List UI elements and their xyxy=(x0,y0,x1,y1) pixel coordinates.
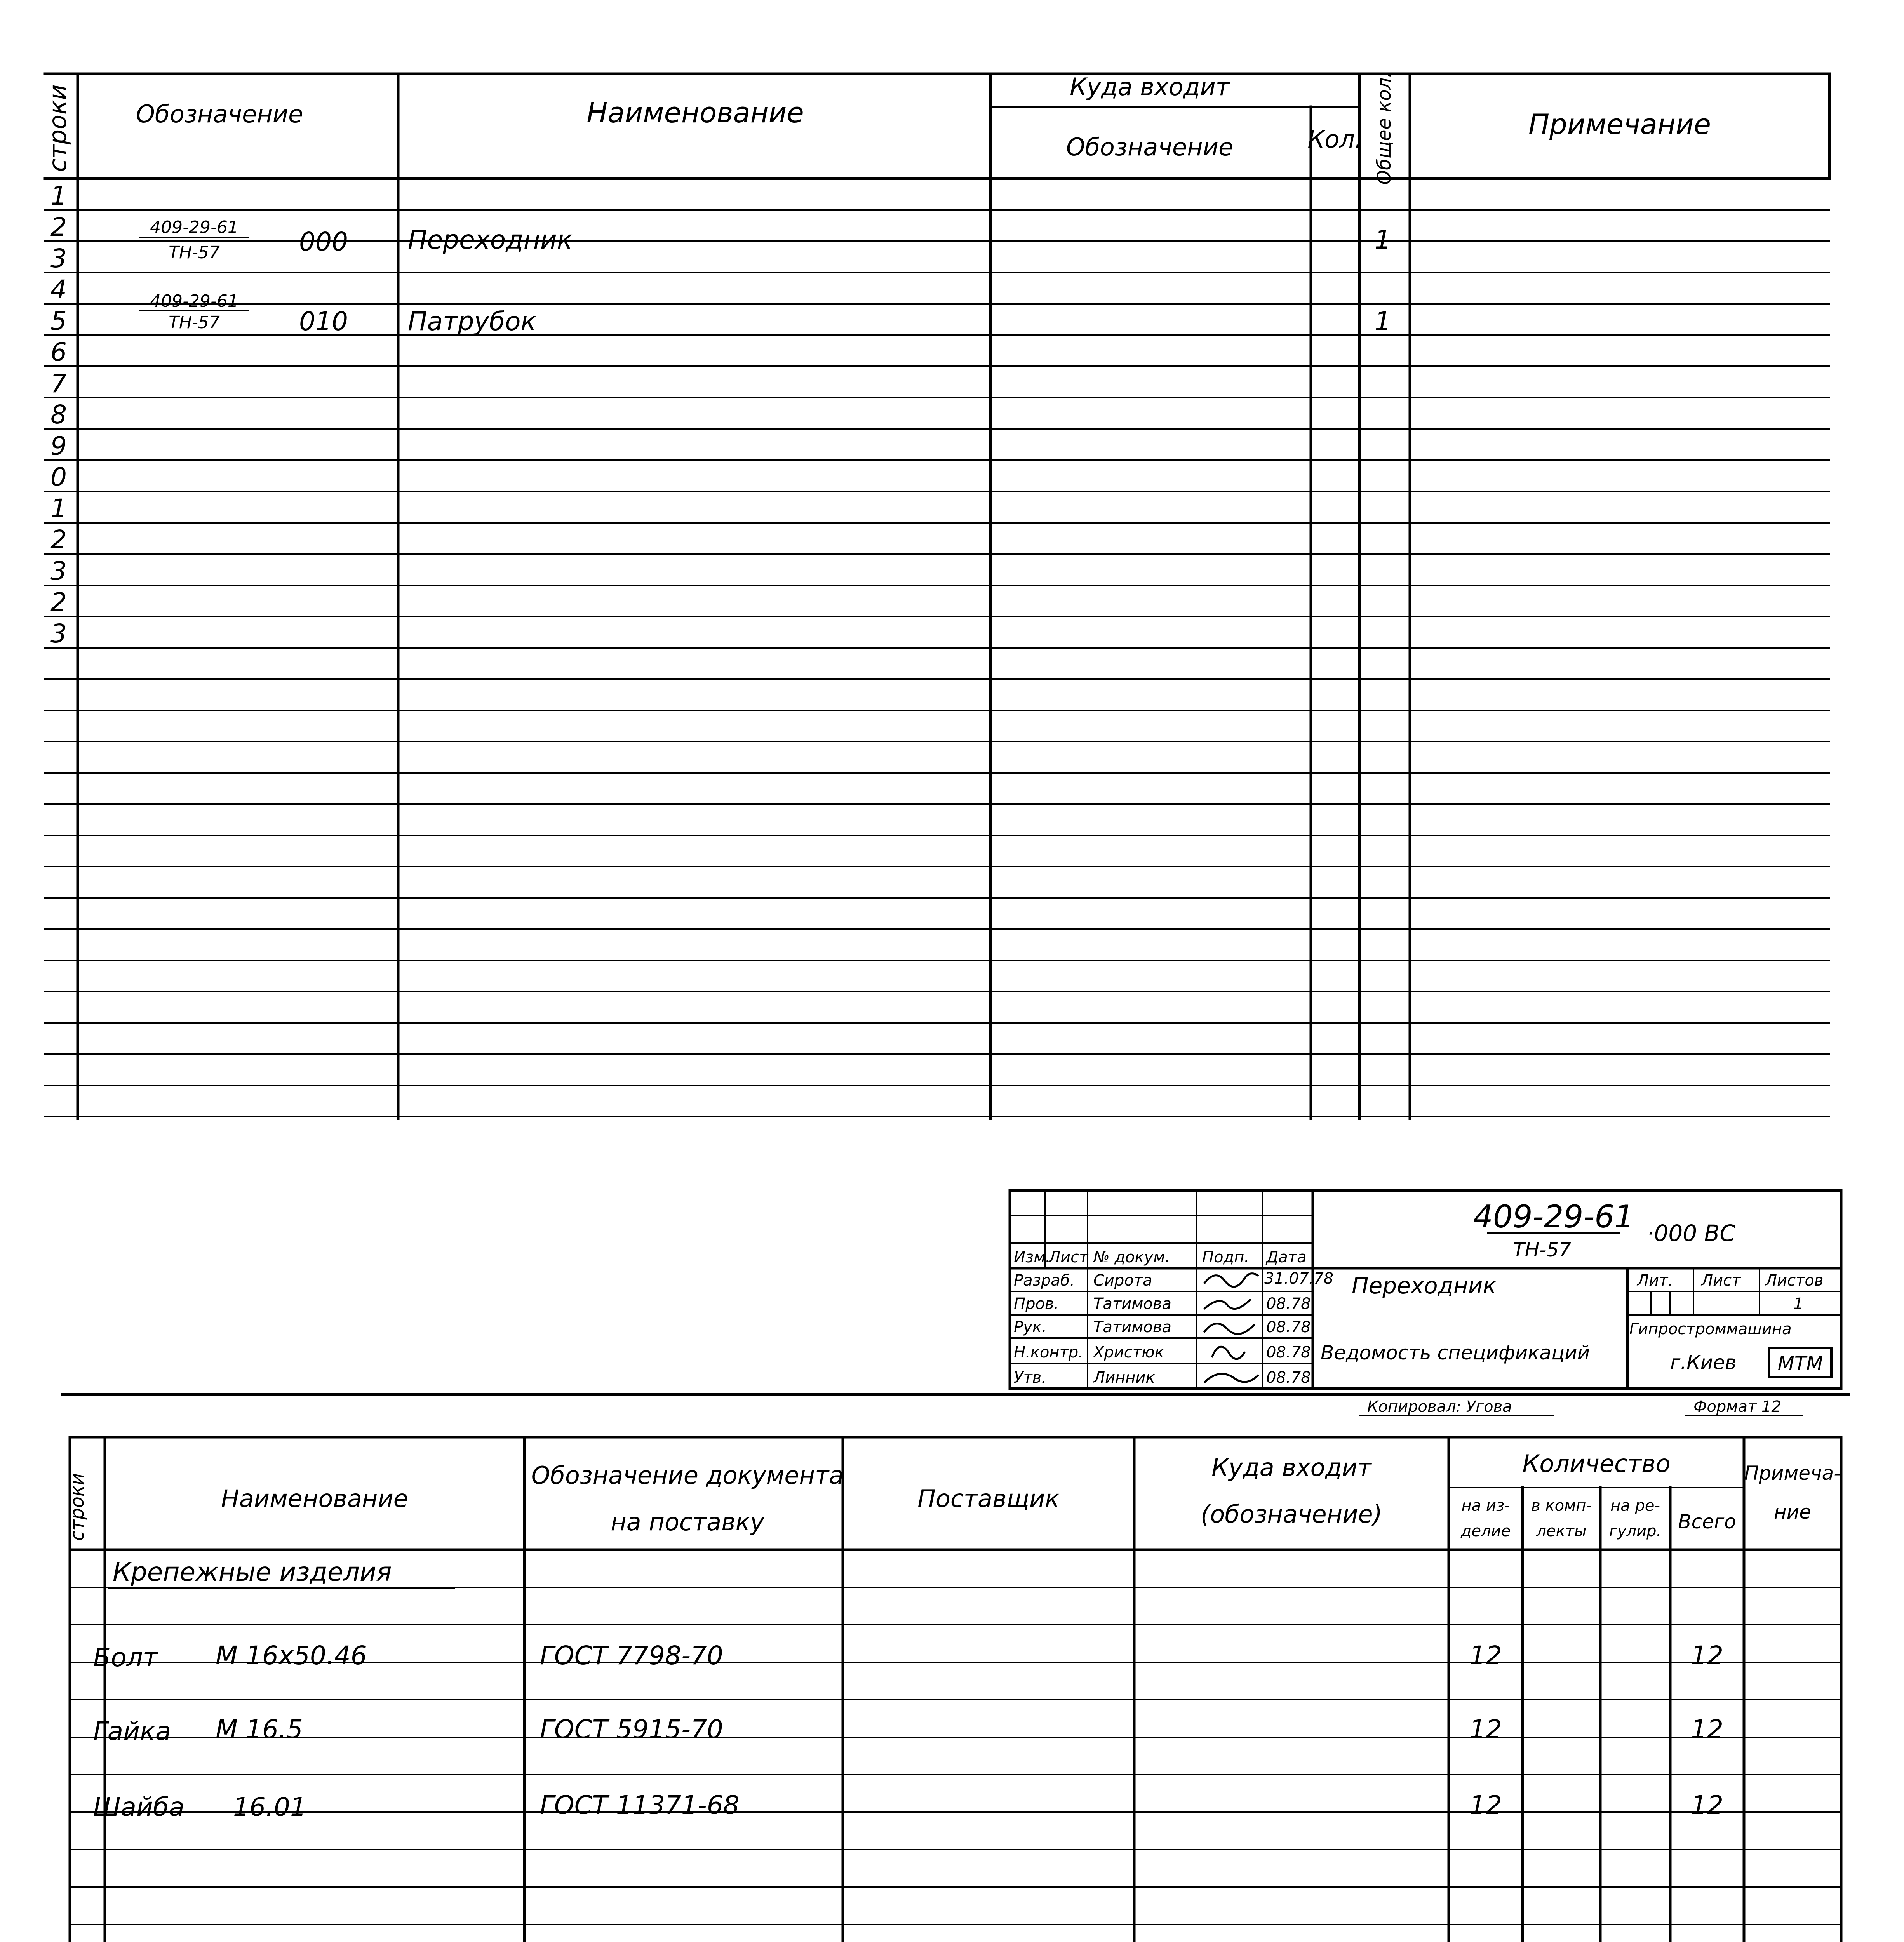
name-norm-control: Христюк xyxy=(1093,1343,1164,1361)
org-logo xyxy=(1769,1348,1831,1377)
row-number: 3 xyxy=(50,556,67,586)
item-total: 1 xyxy=(1375,225,1391,255)
signature-4 xyxy=(1212,1347,1245,1359)
role-lead: Рук. xyxy=(1014,1318,1047,1336)
per-item-header-2: делие xyxy=(1460,1522,1511,1540)
total-header: Всего xyxy=(1678,1510,1736,1533)
signature-5 xyxy=(1204,1374,1258,1383)
item-name: Болт xyxy=(93,1643,158,1672)
name-header: Наименование xyxy=(587,96,804,129)
role-developer: Разраб. xyxy=(1014,1272,1075,1289)
designation-top: 409-29-61 xyxy=(150,218,238,237)
row-number: 2 xyxy=(50,212,67,242)
name-checker: Татимова xyxy=(1093,1295,1171,1313)
row-number: 1 xyxy=(50,494,67,524)
adjustment-header: на ре- xyxy=(1610,1497,1660,1515)
sheets-total-label: Листов xyxy=(1765,1272,1824,1289)
item-spec: 16.01 xyxy=(233,1792,306,1822)
kit-header-2: лекты xyxy=(1536,1522,1587,1540)
item-spec: М 16х50.46 xyxy=(216,1641,367,1671)
drawing-title: Переходник xyxy=(1352,1272,1497,1299)
item-name: Шайба xyxy=(93,1792,185,1822)
row-number: 2 xyxy=(50,587,67,617)
col-header-sheet: Лист xyxy=(1049,1248,1088,1266)
item-code: 010 xyxy=(299,306,348,336)
supply-document: ГОСТ 7798-70 xyxy=(540,1641,723,1671)
row-number: 8 xyxy=(50,400,67,430)
col-header-date: Дата xyxy=(1266,1248,1307,1266)
role-approver: Утв. xyxy=(1014,1369,1046,1387)
col-header-doc-number: № докум. xyxy=(1093,1248,1170,1266)
name-developer: Сирота xyxy=(1093,1272,1152,1289)
row-number: 5 xyxy=(50,306,67,336)
signature-1 xyxy=(1204,1274,1258,1287)
adjustment-header-2: гулир. xyxy=(1609,1522,1662,1540)
quantity-header: Кол. xyxy=(1307,125,1363,153)
per-item-header: на из- xyxy=(1461,1497,1510,1515)
designation-top: 409-29-61 xyxy=(150,291,238,311)
row-number: 4 xyxy=(50,275,67,305)
date-lead: 08.78 xyxy=(1266,1318,1311,1336)
spec-row-numbers xyxy=(50,181,67,649)
row-number: 3 xyxy=(50,619,67,649)
row-number: 3 xyxy=(50,244,67,273)
row-number: 0 xyxy=(50,462,67,492)
row-number: 9 xyxy=(50,431,67,461)
spec-table-header xyxy=(44,71,1711,184)
spec-table-row-lines xyxy=(45,210,1829,1117)
supply-document-header: Обозначение документа xyxy=(531,1461,844,1490)
signature-2 xyxy=(1204,1299,1251,1309)
designation-header: Обозначение xyxy=(136,100,303,128)
role-norm-control: Н.контр. xyxy=(1014,1343,1083,1361)
row-number: 6 xyxy=(50,337,67,367)
drawing-subtitle: Ведомость спецификаций xyxy=(1321,1342,1590,1364)
col-header-signature: Подп. xyxy=(1202,1248,1250,1266)
section-fasteners xyxy=(109,1557,454,1589)
qty-total: 12 xyxy=(1691,1641,1723,1671)
lit-label: Лит. xyxy=(1637,1272,1673,1289)
purchased-item-2 xyxy=(93,1714,1723,1746)
designation-bottom: ТН-57 xyxy=(169,243,220,263)
row-number: 1 xyxy=(50,181,67,211)
note-header-2: ние xyxy=(1774,1501,1811,1523)
sheets-total: 1 xyxy=(1793,1295,1803,1313)
sheet-format: Формат 12 xyxy=(1693,1398,1781,1416)
signature-3 xyxy=(1204,1324,1255,1334)
name-lead: Татимова xyxy=(1093,1318,1171,1336)
date-norm-control: 08.78 xyxy=(1266,1343,1311,1361)
item-name: Патрубок xyxy=(408,306,536,336)
item-name: Гайка xyxy=(93,1716,171,1746)
date-developer: 31.07.78 xyxy=(1264,1270,1334,1288)
note-header: Примеча- xyxy=(1744,1462,1841,1484)
purchased-item-1 xyxy=(93,1641,1723,1672)
date-approver: 08.78 xyxy=(1266,1369,1311,1387)
item-code: 000 xyxy=(299,227,348,257)
quantity-header: Количество xyxy=(1522,1450,1671,1478)
purchased-table-header xyxy=(66,1450,1841,1541)
item-spec: М 16.5 xyxy=(216,1714,303,1744)
document-series: ТН-57 xyxy=(1513,1239,1571,1261)
row-number-header: строки xyxy=(66,1473,88,1541)
name-header: Наименование xyxy=(221,1484,408,1513)
row-number: 2 xyxy=(50,525,67,555)
city: г.Киев xyxy=(1670,1351,1737,1374)
purchased-item-3 xyxy=(93,1790,1723,1822)
supply-document: ГОСТ 5915-70 xyxy=(540,1714,723,1744)
document-suffix: ·000 ВС xyxy=(1647,1220,1735,1246)
qty-total: 12 xyxy=(1691,1714,1723,1744)
kit-header: в комп- xyxy=(1531,1497,1592,1515)
document-number: 409-29-61 xyxy=(1473,1199,1634,1235)
supply-document-header-2: на поставку xyxy=(611,1508,764,1536)
qty-per-item: 12 xyxy=(1469,1790,1502,1820)
title-block-vs xyxy=(62,1190,1849,1416)
where-used-header: Куда входит xyxy=(1211,1453,1371,1482)
section-title: Крепежные изделия xyxy=(113,1557,392,1587)
item-total: 1 xyxy=(1375,306,1391,336)
name-approver: Линник xyxy=(1093,1369,1155,1387)
where-used-header-2: (обозначение) xyxy=(1201,1500,1382,1528)
item-name: Переходник xyxy=(408,225,573,255)
where-used-header: Куда входит xyxy=(1070,73,1230,101)
date-checker: 08.78 xyxy=(1266,1295,1311,1313)
spec-item-1 xyxy=(140,218,1391,263)
note-header: Примечание xyxy=(1528,108,1711,141)
row-number-header: строки xyxy=(44,84,72,172)
col-header-change: Изм. xyxy=(1014,1248,1051,1266)
supply-document: ГОСТ 11371-68 xyxy=(540,1790,740,1820)
copied-by: Копировал: Угова xyxy=(1367,1398,1512,1416)
sheet-label: Лист xyxy=(1701,1272,1741,1289)
organization: Гипростроммашина xyxy=(1629,1320,1792,1338)
qty-total: 12 xyxy=(1691,1790,1723,1820)
qty-per-item: 12 xyxy=(1469,1641,1502,1671)
spec-item-2 xyxy=(140,291,1391,336)
qty-per-item: 12 xyxy=(1469,1714,1502,1744)
org-logo-text: МТМ xyxy=(1777,1352,1823,1375)
supplier-header: Поставщик xyxy=(917,1484,1060,1513)
role-checker: Пров. xyxy=(1014,1295,1059,1313)
where-designation-header: Обозначение xyxy=(1066,133,1234,161)
total-quantity-header: Общее кол. xyxy=(1373,71,1395,185)
designation-bottom: ТН-57 xyxy=(169,313,220,332)
row-number: 7 xyxy=(50,369,67,398)
